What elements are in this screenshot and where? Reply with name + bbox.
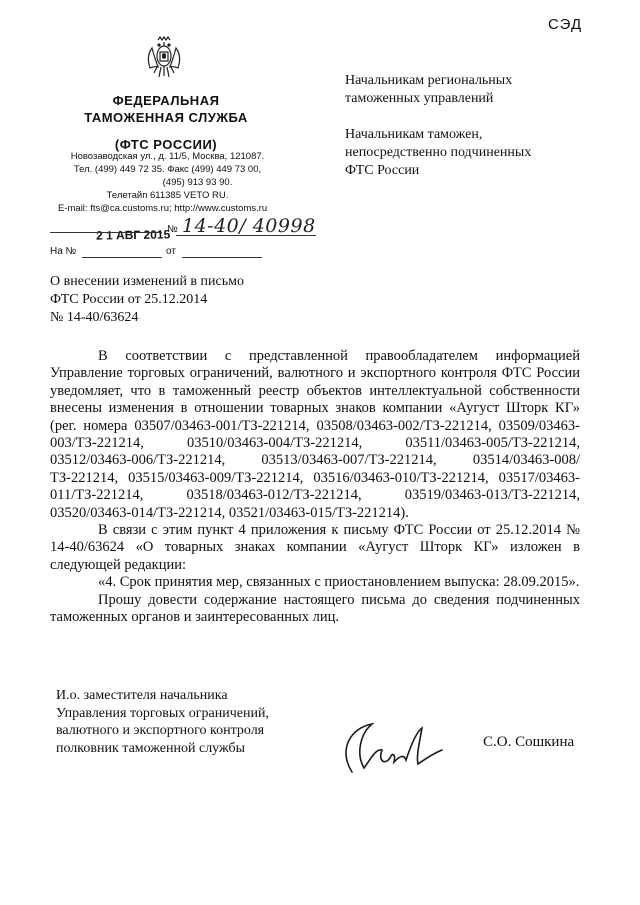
- org-line-2: ТАМОЖЕННАЯ СЛУЖБА: [84, 110, 248, 125]
- recipient-line-3: Начальникам таможен,: [345, 127, 483, 142]
- fax-2: (495) 913 93 90.: [162, 177, 233, 188]
- recipient-line-5: ФТС России: [345, 163, 420, 178]
- org-short-name: (ФТС РОССИИ): [114, 137, 218, 152]
- signatory-line-3: валютного и экспортного контроля: [56, 723, 265, 738]
- reference-date-line: [182, 257, 262, 258]
- date-underline: [50, 232, 162, 233]
- phone-fax: Тел. (499) 449 72 35. Факс (499) 449 73 00,: [73, 164, 262, 175]
- recipient-line-2: таможенных управлений: [345, 91, 494, 106]
- body-paragraph-3: «4. Срок принятия мер, связанных с приостановлением выпуска: 28.09.2015».: [98, 574, 580, 591]
- recipient-line-4: непосредственно подчиненных: [345, 145, 532, 160]
- number-underline: [176, 235, 316, 236]
- signatory-title: [56, 687, 269, 757]
- registration-date-stamp: 2 1 АВГ 2015: [95, 227, 171, 243]
- recipients-customs: [345, 126, 605, 180]
- handwritten-signature-icon: [330, 710, 450, 780]
- signatory-line-4: полковник таможенной службы: [56, 740, 246, 756]
- subject-line-2: ФТС России от 25.12.2014: [50, 292, 208, 307]
- reference-number-line: [82, 257, 162, 258]
- teletype: Телетайп 611385 VETO RU.: [106, 190, 229, 201]
- email-web: E-mail: fts@ca.customs.ru; http://www.customs.ru: [58, 203, 268, 214]
- subject-line-1: О внесении изменений в письмо: [50, 274, 244, 289]
- registration-number: 14-40/ 40998: [182, 215, 316, 237]
- letter-subject: [50, 273, 244, 327]
- subject-line-3: № 14-40/63624: [50, 310, 139, 325]
- russian-coat-of-arms-eagle-icon: [144, 34, 184, 84]
- doc-mark: СЭД: [548, 16, 583, 33]
- address: Новозаводская ул., д. 11/5, Москва, 121087.: [70, 151, 265, 162]
- reference-number-label: На №: [50, 246, 77, 257]
- number-label: №: [167, 224, 178, 235]
- contact-block: [50, 150, 285, 215]
- letter-body: [50, 348, 580, 627]
- signatory-line-2: Управления торговых ограничений,: [56, 705, 269, 721]
- body-paragraph-4: Прошу довести содержание настоящего письма до сведения подчиненных таможенных органов и заинтересованных лиц.: [50, 591, 580, 626]
- org-line-1: ФЕДЕРАЛЬНАЯ: [112, 93, 220, 108]
- reference-date-label: от: [166, 246, 176, 257]
- body-paragraph-1: В соответствии с представленной правообладателем информацией Управление торговых ограничений, валютного и экспортного контроля ФТС России уведомляет, что в таможенный реестр объектов интеллектуальной собственности внесены изменения в отношении товарных знаков компании «Аугуст Шторк КГ» (рег. номера 03507/03463-001/ТЗ-221214, 03508/03463-002/ТЗ-221214, 03509/03463-003/ТЗ-221214, 03510/03463-004/ТЗ-221214, 03511/03463-005/ТЗ-221214, 03512/03463-006/ТЗ-221214, 03513/03463-007/ТЗ-221214, 03514/03463-008/ТЗ-221214, 03515/03463-009/ТЗ-221214, 03516/03463-010/ТЗ-221214, 03517/03463-011/ТЗ-221214, 03518/03463-012/ТЗ-221214, 03519/03463-013/ТЗ-221214, 03520/03463-014/ТЗ-221214, 03521/03463-015/ТЗ-221214).: [50, 348, 580, 521]
- signatory-line-1: И.о. заместителя начальника: [56, 688, 228, 703]
- signatory-name: С.О. Сошкина: [483, 734, 575, 750]
- organization-name: [66, 92, 266, 153]
- body-paragraph-2: В связи с этим пункт 4 приложения к письму ФТС России от 25.12.2014 № 14-40/63624 «О товарных знаках компании «Аугуст Шторк КГ» изложен в следующей редакции:: [50, 522, 580, 573]
- recipients-regional: [345, 72, 605, 108]
- recipient-line-1: Начальникам региональных: [345, 73, 513, 88]
